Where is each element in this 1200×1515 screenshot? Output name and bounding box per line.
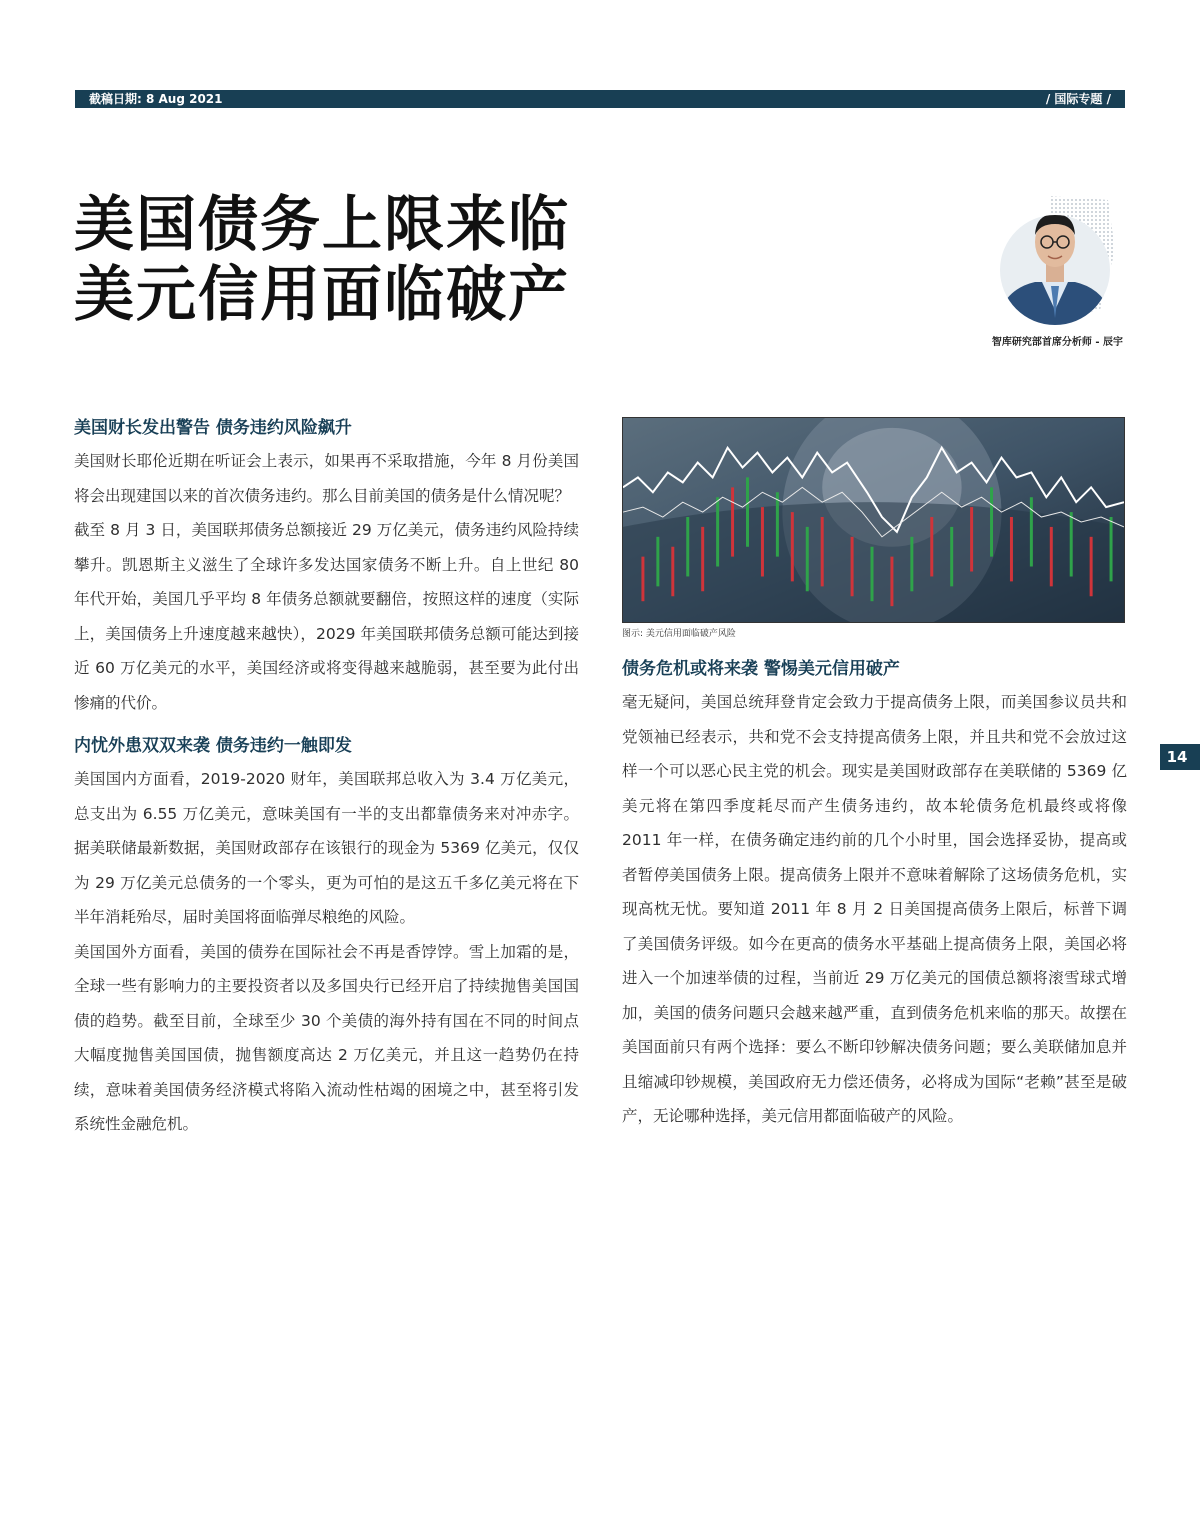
left-column: [74, 414, 579, 1142]
section-heading: 债务危机或将来袭 警惕美元信用破产: [622, 659, 900, 679]
banknote-chart-image: [622, 417, 1125, 623]
section-heading: 美国财长发出警告 债务违约风险飙升: [74, 418, 352, 438]
author-portrait: [990, 190, 1120, 330]
author-caption: 智库研究部首席分析师 - 辰宇: [991, 337, 1123, 348]
title-line-2: 美元信用面临破产: [74, 260, 570, 330]
issue-date: 截稿日期: 8 Aug 2021: [89, 92, 223, 106]
paragraph: 美国财长耶伦近期在听证会上表示，如果再不采取措施，今年 8 月份美国将会出现建国以来的首次债务违约。那么目前美国的债务是什么情况呢？: [74, 452, 579, 505]
paragraph: 截至 8 月 3 日，美国联邦债务总额接近 29 万亿美元，债务违约风险持续攀升。凯恩斯主义滋生了全球许多发达国家债务不断上升。自上世纪 80 年代开始，美国几乎平均 8 年债务总额就要翻倍，按照这样的速度（实际上，美国债务上升速度越来越快），2029 年美国联邦债务总额可能达到接近 60 万亿美元的水平，美国经济或将变得越来越脆弱，甚至要为此付出惨痛的代价。: [74, 521, 579, 712]
paragraph: 毫无疑问，美国总统拜登肯定会致力于提高债务上限，而美国参议员共和党领袖已经表示，共和党不会支持提高债务上限，并且共和党不会放过这样一个可以恶心民主党的机会。现实是美国财政部存在美联储的 5369 亿美元将在第四季度耗尽而产生债务违约，故本轮债务危机最终或将像 2011 年一样，在债务确定违约前的几个小时里，国会选择妥协，提高或者暂停美国债务上限。提高债务上限并不意味着解除了这场债务危机，实现高枕无忧。要知道 2011 年 8 月 2 日美国提高债务上限后，标普下调了美国债务评级。如今在更高的债务水平基础上提高债务上限，美国必将进入一个加速举债的过程，当前近 29 万亿美元的国债总额将滚雪球式增加，美国的债务问题只会越来越严重，直到债务危机来临的那天。故摆在美国面前只有两个选择：要么不断印钞解决债务问题；要么美联储加息并且缩减印钞规模，美国政府无力偿还债务，必将成为国际“老赖”甚至是破产，无论哪种选择，美元信用都面临破产的风险。: [622, 693, 1127, 1125]
right-column: [622, 655, 1127, 1134]
title-line-1: 美国债务上限来临: [74, 190, 570, 260]
paragraph: 美国国内方面看，2019-2020 财年，美国联邦总收入为 3.4 万亿美元，总支出为 6.55 万亿美元，意味美国有一半的支出都靠债务来对冲赤字。据美联储最新数据，美国财政部存在该银行的现金为 5369 亿美元，仅仅为 29 万亿美元总债务的一个零头，更为可怕的是这五千多亿美元将在下半年消耗殆尽，届时美国将面临弹尽粮绝的风险。: [74, 770, 579, 926]
header-bar: [75, 90, 1125, 108]
page-number: 14: [1160, 744, 1200, 770]
section-label: / 国际专题 /: [1045, 92, 1111, 106]
paragraph: 美国国外方面看，美国的债券在国际社会不再是香饽饽。雪上加霜的是，全球一些有影响力的主要投资者以及多国央行已经开启了持续抛售美国国债的趋势。截至目前，全球至少 30 个美债的海外持有国在不同的时间点大幅度抛售美国国债，抛售额度高达 2 万亿美元，并且这一趋势仍在持续，意味着美国债务经济模式将陷入流动性枯竭的困境之中，甚至将引发系统性金融危机。: [74, 942, 579, 1133]
figure-caption: 图示: 美元信用面临破产风险: [622, 629, 736, 639]
article-title: [74, 190, 570, 330]
section-heading: 内忧外患双双来袭 债务违约一触即发: [74, 736, 352, 756]
